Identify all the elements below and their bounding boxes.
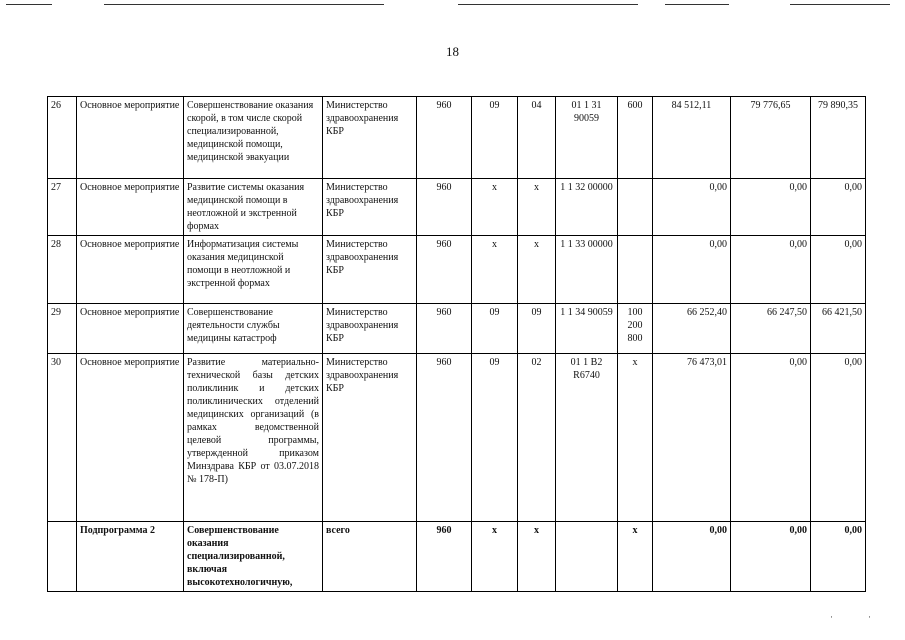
- row-value-3: 0,00: [811, 522, 866, 592]
- page-number: 18: [446, 44, 459, 59]
- row-name: Информатизация системы оказания медицинской помощи в неотложной и экстренной формах: [184, 236, 323, 304]
- header-rule-1: [6, 4, 52, 5]
- row-status: Подпрограмма 2: [77, 522, 184, 592]
- row-value-2: 79 776,65: [731, 97, 811, 179]
- row-pr: 02: [518, 354, 556, 522]
- row-value-2: 0,00: [731, 236, 811, 304]
- row-vr: [618, 179, 653, 236]
- row-pr: 09: [518, 304, 556, 354]
- row-vr: 600: [618, 97, 653, 179]
- row-rz: х: [472, 522, 518, 592]
- row-vr: х: [618, 354, 653, 522]
- row-csr: [556, 522, 618, 592]
- row-pr: х: [518, 522, 556, 592]
- row-status: Основное мероприятие: [77, 97, 184, 179]
- row-value-1: 0,00: [653, 236, 731, 304]
- header-rule-4: [665, 4, 729, 5]
- row-value-3: 0,00: [811, 236, 866, 304]
- header-rule-5: [790, 4, 890, 5]
- row-grbs: 960: [417, 179, 472, 236]
- scan-speck: ·: [830, 612, 833, 622]
- row-status: Основное мероприятие: [77, 179, 184, 236]
- row-executor: Министерство здравоохранения КБР: [323, 236, 417, 304]
- row-number: 26: [48, 97, 77, 179]
- row-vr: 100 200 800: [618, 304, 653, 354]
- row-csr: 1 1 32 00000: [556, 179, 618, 236]
- row-name: Совершенствование деятельности службы медицины катастроф: [184, 304, 323, 354]
- row-value-1: 0,00: [653, 179, 731, 236]
- row-value-3: 79 890,35: [811, 97, 866, 179]
- header-rule-2: [104, 4, 384, 5]
- row-pr: х: [518, 236, 556, 304]
- row-value-3: 0,00: [811, 354, 866, 522]
- row-csr: 1 1 33 00000: [556, 236, 618, 304]
- table-row: [48, 179, 866, 236]
- row-csr: 01 1 31 90059: [556, 97, 618, 179]
- row-csr: 01 1 В2 R6740: [556, 354, 618, 522]
- row-grbs: 960: [417, 97, 472, 179]
- row-grbs: 960: [417, 304, 472, 354]
- row-value-2: 0,00: [731, 179, 811, 236]
- row-status: Основное мероприятие: [77, 304, 184, 354]
- row-grbs: 960: [417, 354, 472, 522]
- row-value-1: 66 252,40: [653, 304, 731, 354]
- row-name: Развитие системы оказания медицинской помощи в неотложной и экстренной формах: [184, 179, 323, 236]
- row-status: Основное мероприятие: [77, 354, 184, 522]
- table-row: [48, 97, 866, 179]
- row-name: Совершенствование оказания скорой, в том числе скорой специализированной, медицинской помощи, медицинской эвакуации: [184, 97, 323, 179]
- row-number: 29: [48, 304, 77, 354]
- scan-speck: ·: [868, 612, 871, 622]
- row-number: [48, 522, 77, 592]
- row-value-2: 0,00: [731, 354, 811, 522]
- row-executor: Министерство здравоохранения КБР: [323, 304, 417, 354]
- row-pr: х: [518, 179, 556, 236]
- table-row: [48, 354, 866, 522]
- row-status: Основное мероприятие: [77, 236, 184, 304]
- row-value-2: 66 247,50: [731, 304, 811, 354]
- row-pr: 04: [518, 97, 556, 179]
- row-name: Развитие материально-технической базы детских поликлиник и детских поликлинических отделений медицинских организаций (в рамках ведомственной целевой программы, утвержденной приказом Минздрава КБР от 03.07.2018 № 178-П): [184, 354, 323, 522]
- row-value-3: 0,00: [811, 179, 866, 236]
- row-csr: 1 1 34 90059: [556, 304, 618, 354]
- row-rz: х: [472, 236, 518, 304]
- table-row: [48, 236, 866, 304]
- row-value-3: 66 421,50: [811, 304, 866, 354]
- row-vr: [618, 236, 653, 304]
- row-value-2: 0,00: [731, 522, 811, 592]
- table-row: [48, 522, 866, 592]
- row-number: 27: [48, 179, 77, 236]
- row-rz: 09: [472, 304, 518, 354]
- row-value-1: 76 473,01: [653, 354, 731, 522]
- row-rz: 09: [472, 97, 518, 179]
- row-number: 28: [48, 236, 77, 304]
- row-rz: х: [472, 179, 518, 236]
- row-value-1: 0,00: [653, 522, 731, 592]
- row-grbs: 960: [417, 236, 472, 304]
- row-number: 30: [48, 354, 77, 522]
- table-row: [48, 304, 866, 354]
- row-value-1: 84 512,11: [653, 97, 731, 179]
- header-rule-3: [458, 4, 638, 5]
- row-rz: 09: [472, 354, 518, 522]
- program-table: [47, 96, 866, 592]
- row-grbs: 960: [417, 522, 472, 592]
- row-executor: всего: [323, 522, 417, 592]
- row-name: Совершенствование оказания специализированной, включая высокотехнологичную,: [184, 522, 323, 592]
- row-executor: Министерство здравоохранения КБР: [323, 179, 417, 236]
- row-executor: Министерство здравоохранения КБР: [323, 97, 417, 179]
- row-vr: х: [618, 522, 653, 592]
- row-executor: Министерство здравоохранения КБР: [323, 354, 417, 522]
